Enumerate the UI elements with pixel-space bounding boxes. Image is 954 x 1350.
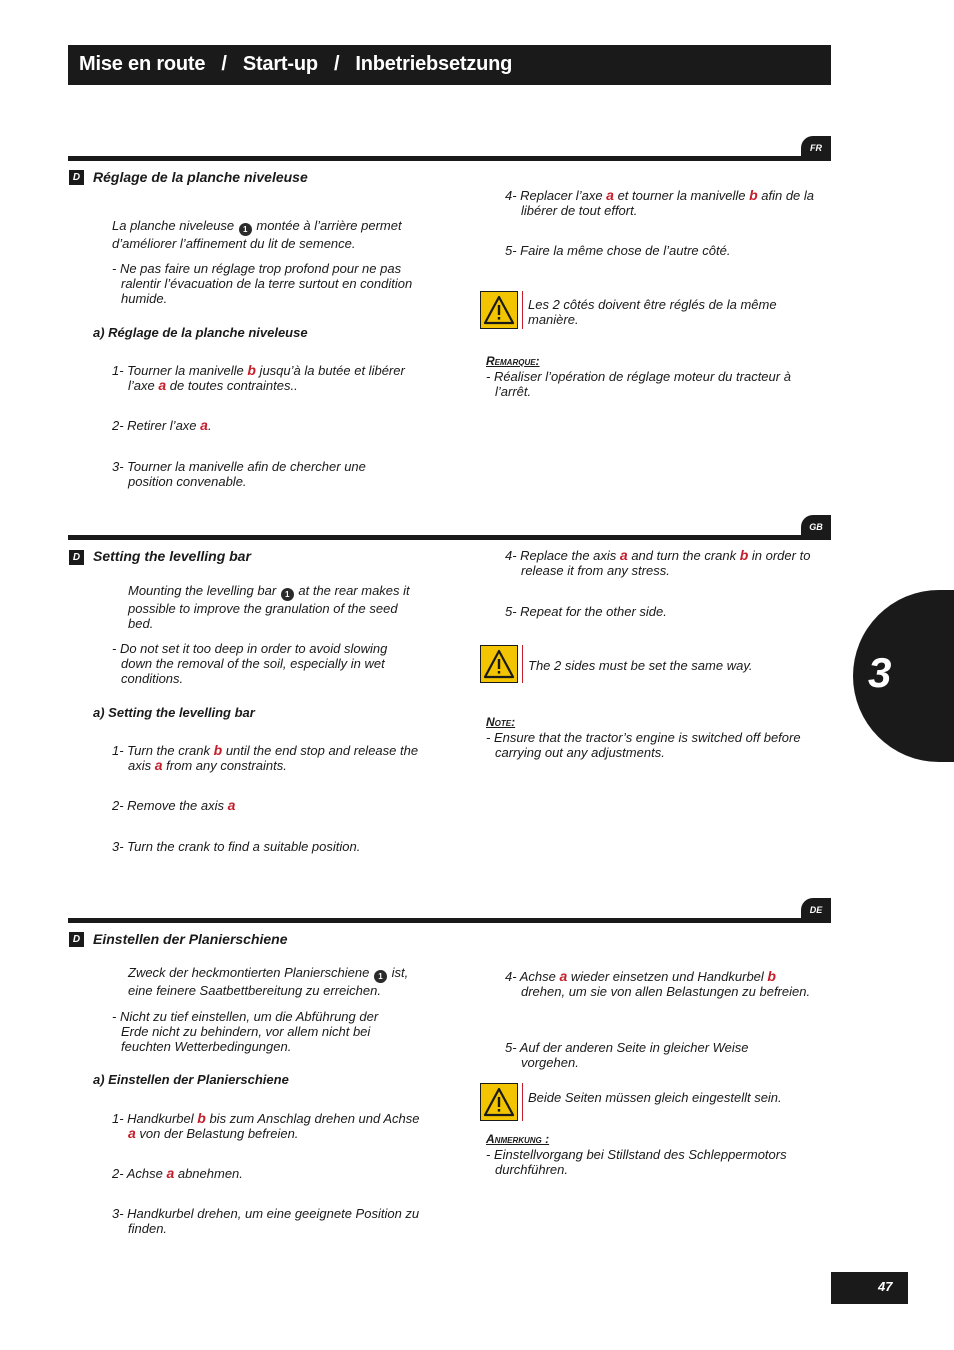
step-2-gb: 2- Remove the axis a [112, 797, 236, 813]
note-label-de: Anmerkung : [486, 1132, 550, 1146]
caution-text-de: - Nicht zu tief einstellen, um die Abführung der Erde nicht zu behindern, vor allem nicht bei feuchten Wetterbedingungen. [112, 1009, 379, 1054]
note-label-gb: Note: [486, 715, 516, 729]
step-2-de: 2- Achse a abnehmen. [112, 1165, 243, 1181]
component-marker-icon: 1 [281, 588, 294, 601]
step-1-fr: 1- Tourner la manivelle b jusqu’à la butée et libérer l’axe a de toutes contraintes.. [112, 362, 405, 393]
step-3-fr: 3- Tourner la manivelle afin de chercher une position convenable. [112, 459, 366, 489]
section-rule-fr [68, 156, 831, 161]
warning-triangle-icon [480, 645, 518, 683]
intro-text-gb: Mounting the levelling bar 1 at the rear makes it possible to improve the granulation of the seed bed. [128, 583, 410, 631]
warning-triangle-icon [480, 1083, 518, 1121]
intro-text-fr: La planche niveleuse 1 montée à l’arrière permet d’améliorer l’affinement du lit de semence. [112, 218, 402, 251]
page-number: 47 [878, 1279, 893, 1294]
section-title-fr: Réglage de la planche niveleuse [93, 169, 308, 185]
language-tab-gb: GB [801, 515, 831, 539]
section-title-gb: Setting the levelling bar [93, 548, 251, 564]
warning-text-fr: Les 2 côtés doivent être réglés de la même manière. [528, 297, 777, 327]
language-tab-de: DE [801, 898, 831, 922]
step-2-fr: 2- Retirer l’axe a. [112, 417, 212, 433]
warning-divider [522, 1083, 523, 1121]
component-marker-icon: 1 [239, 223, 252, 236]
warning-text-gb: The 2 sides must be set the same way. [528, 658, 753, 673]
warning-divider [522, 291, 523, 329]
note-text-gb: - Ensure that the tractor’s engine is switched off before carrying out any adjustments. [486, 730, 801, 760]
intro-text-de: Zweck der heckmontierten Planierschiene 1 ist, eine feinere Saatbettbereitung zu erreichen. [128, 965, 409, 998]
step-5-de: 5- Auf der anderen Seite in gleicher Weise vorgehen. [505, 1040, 749, 1070]
section-rule-de [68, 918, 831, 923]
chapter-number: 3 [868, 649, 892, 696]
step-3-de: 3- Handkurbel drehen, um eine geeignete Position zu finden. [112, 1206, 420, 1236]
subheading-fr: a) Réglage de la planche niveleuse [93, 325, 308, 340]
note-text-fr: - Réaliser l’opération de réglage moteur du tracteur à l’arrêt. [486, 369, 791, 399]
section-letter-icon: D [69, 550, 84, 565]
note-text-de: - Einstellvorgang bei Stillstand des Schleppermotors durchführen. [486, 1147, 787, 1177]
warning-text-de: Beide Seiten müssen gleich eingestellt sein. [528, 1090, 782, 1105]
caution-text-fr: - Ne pas faire un réglage trop profond pour ne pas ralentir l’évacuation de la terre surtout en condition humide. [112, 261, 413, 306]
language-tab-fr: FR [801, 136, 831, 160]
step-5-fr: 5- Faire la même chose de l’autre côté. [505, 243, 731, 258]
page-number-box [831, 1272, 908, 1304]
note-label-fr: Remarque: [486, 354, 540, 368]
section-letter-icon: D [69, 170, 84, 185]
component-marker-icon: 1 [374, 970, 387, 983]
caution-text-gb: - Do not set it too deep in order to avoid slowing down the removal of the soil, especially in wet conditions. [112, 641, 388, 686]
warning-divider [522, 645, 523, 683]
step-5-gb: 5- Repeat for the other side. [505, 604, 667, 619]
step-4-gb: 4- Replace the axis a and turn the crank b in order to release it from any stress. [505, 547, 811, 578]
subheading-de: a) Einstellen der Planierschiene [93, 1072, 289, 1087]
step-3-gb: 3- Turn the crank to find a suitable position. [112, 839, 361, 854]
step-1-gb: 1- Turn the crank b until the end stop and release the axis a from any constraints. [112, 742, 419, 773]
page-title: Mise en route / Start-up / Inbetriebsetzung [79, 53, 513, 75]
step-1-de: 1- Handkurbel b bis zum Anschlag drehen und Achse a von der Belastung befreien. [112, 1110, 420, 1141]
step-4-fr: 4- Replacer l’axe a et tourner la manivelle b afin de la libérer de tout effort. [505, 187, 815, 218]
step-4-de: 4- Achse a wieder einsetzen und Handkurbel b drehen, um sie von allen Belastungen zu befreien. [505, 968, 811, 999]
section-title-de: Einstellen der Planierschiene [93, 931, 288, 947]
warning-triangle-icon [480, 291, 518, 329]
subheading-gb: a) Setting the levelling bar [93, 705, 255, 720]
section-letter-icon: D [69, 932, 84, 947]
section-rule-gb [68, 535, 831, 540]
